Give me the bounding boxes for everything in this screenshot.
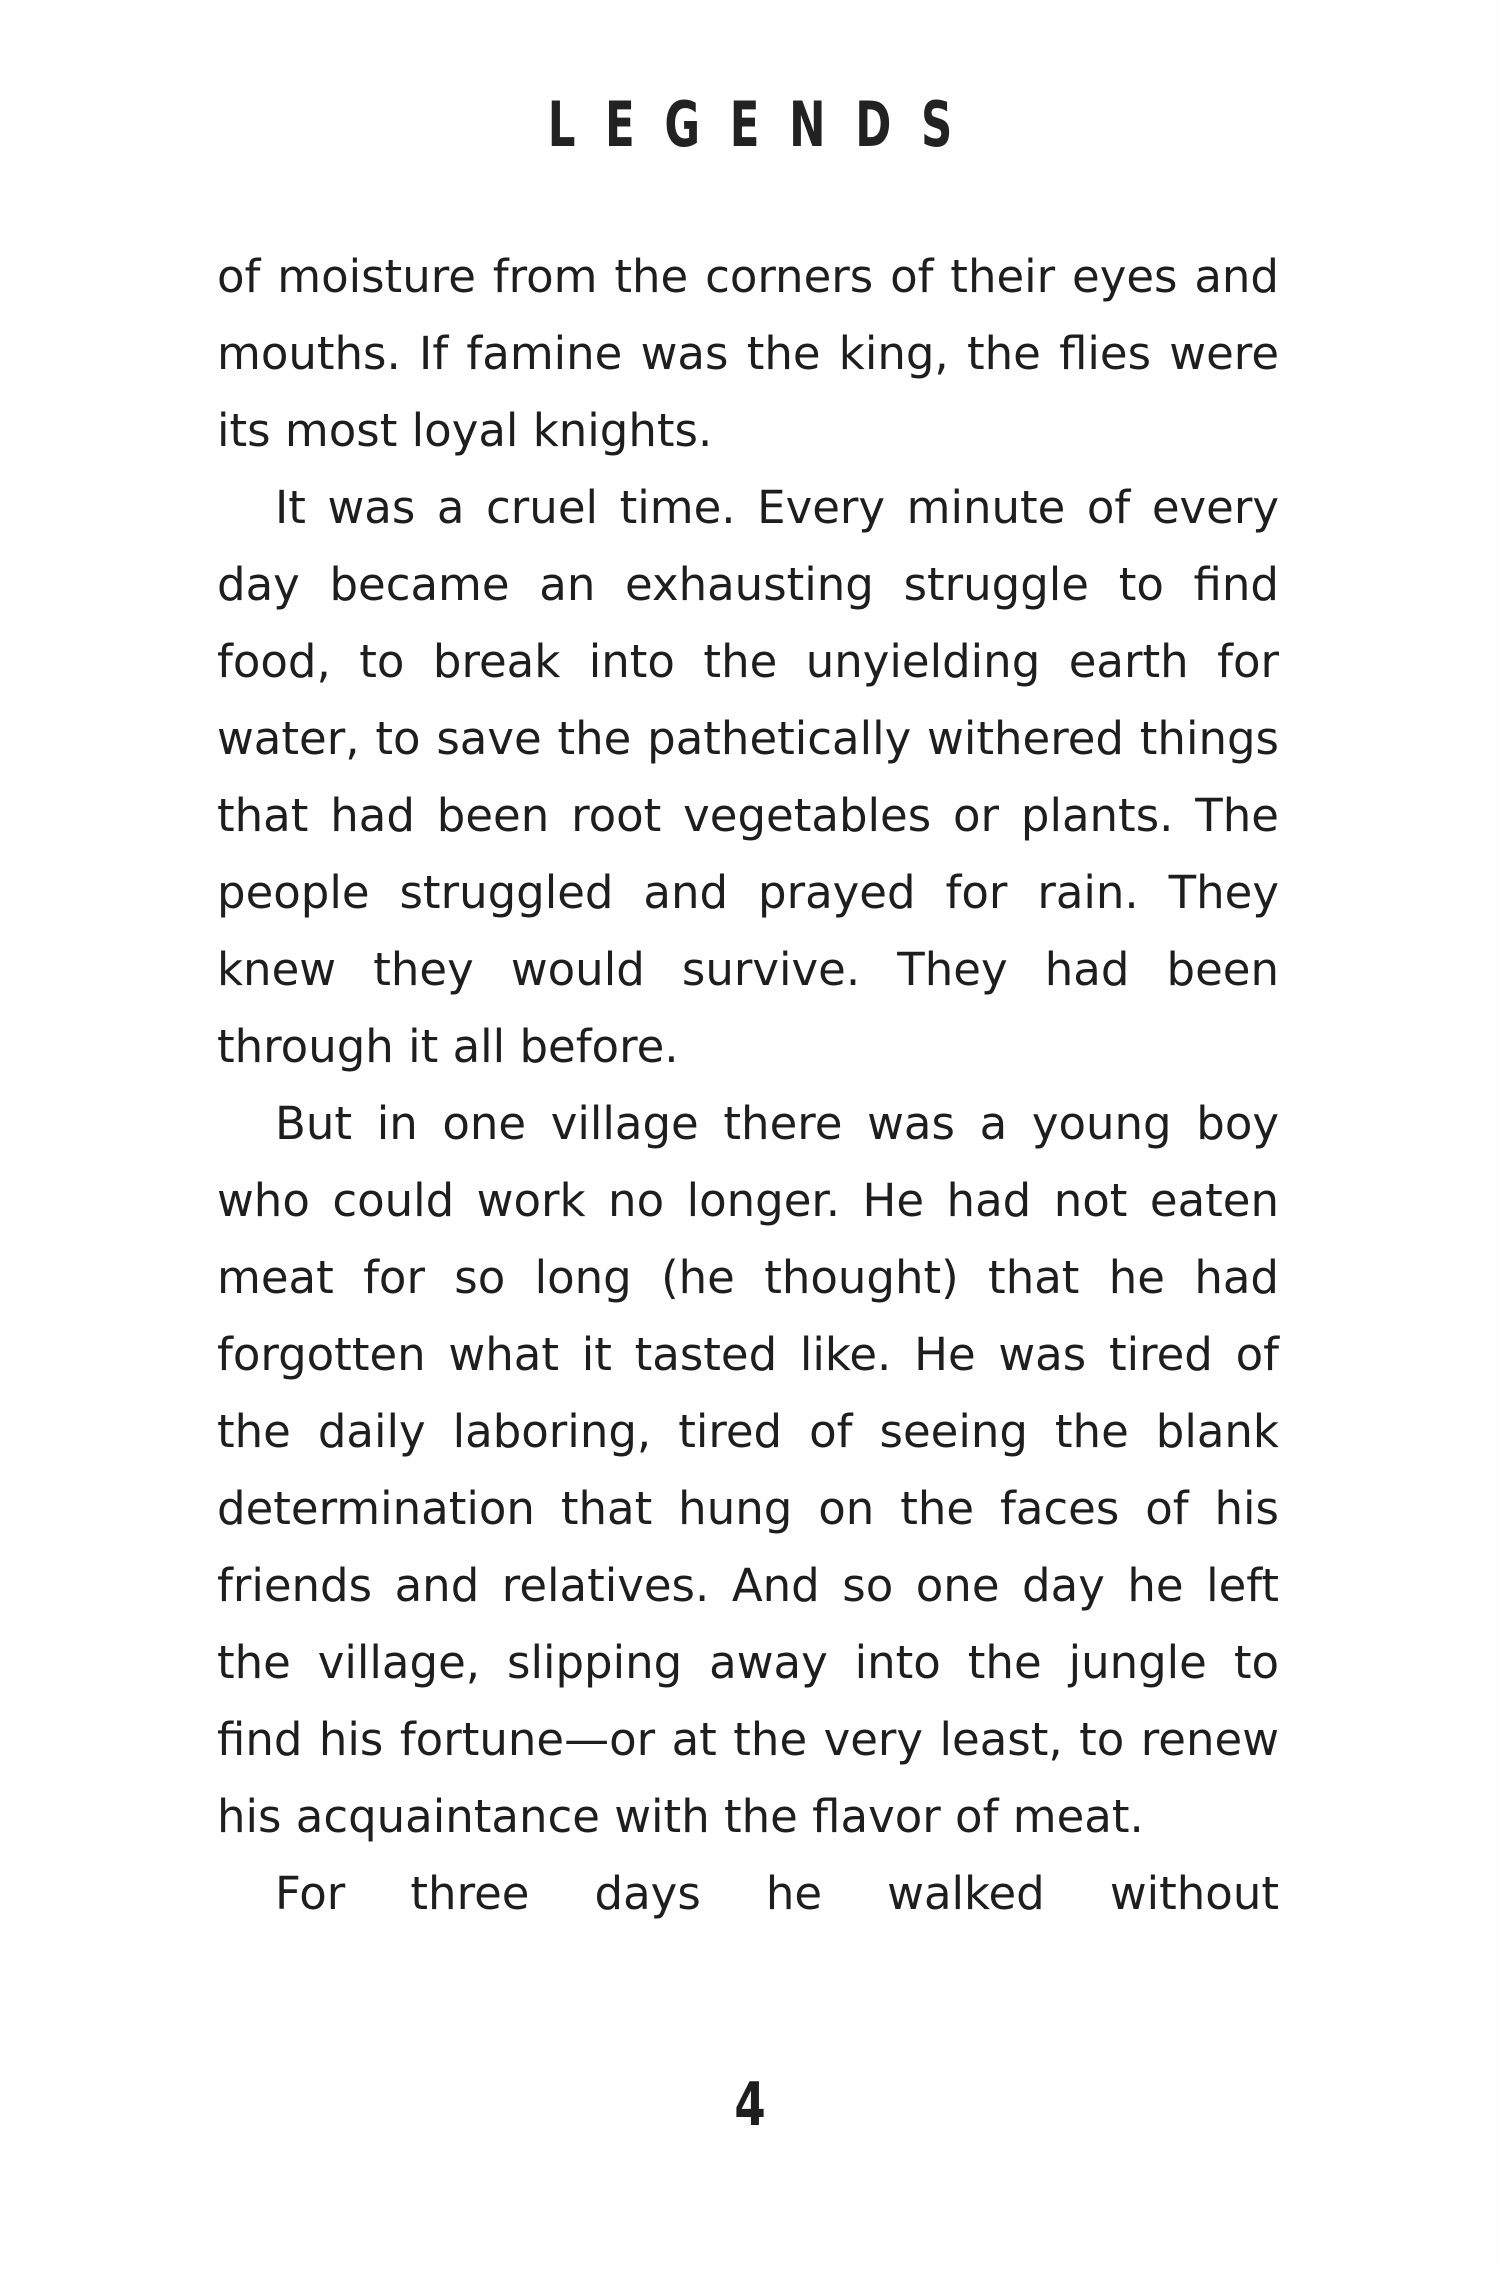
page-number: 4 bbox=[734, 2070, 766, 2140]
paragraph-cruel-time: It was a cruel time. Every minute of every day became an exhausting struggle to find food, to break into the unyielding earth for water, to save the pathetically withered things that had been root vegetables or plants. The people struggled and prayed for rain. They knew they would survive. They had been through it all before. bbox=[217, 481, 1279, 1073]
body-text bbox=[217, 238, 1279, 1932]
running-head: LEGENDS bbox=[547, 88, 982, 161]
paragraph-continuation: of moisture from the corners of their eyes and mouths. If famine was the king, the flies were its most loyal knights. bbox=[217, 250, 1279, 457]
paragraph-three-days: For three days he walked without bbox=[275, 1867, 1279, 1920]
paragraph-young-boy: But in one village there was a young boy who could work no longer. He had not eaten meat for so long (he thought) that he had forgotten what it tasted like. He was tired of the daily laboring, tired of seeing the blank determination that hung on the faces of his friends and relatives. And so one day he left the village, slipping away into the jungle to find his fortune—or at the very least, to renew his acquaintance with the flavor of meat. bbox=[217, 1097, 1279, 1843]
